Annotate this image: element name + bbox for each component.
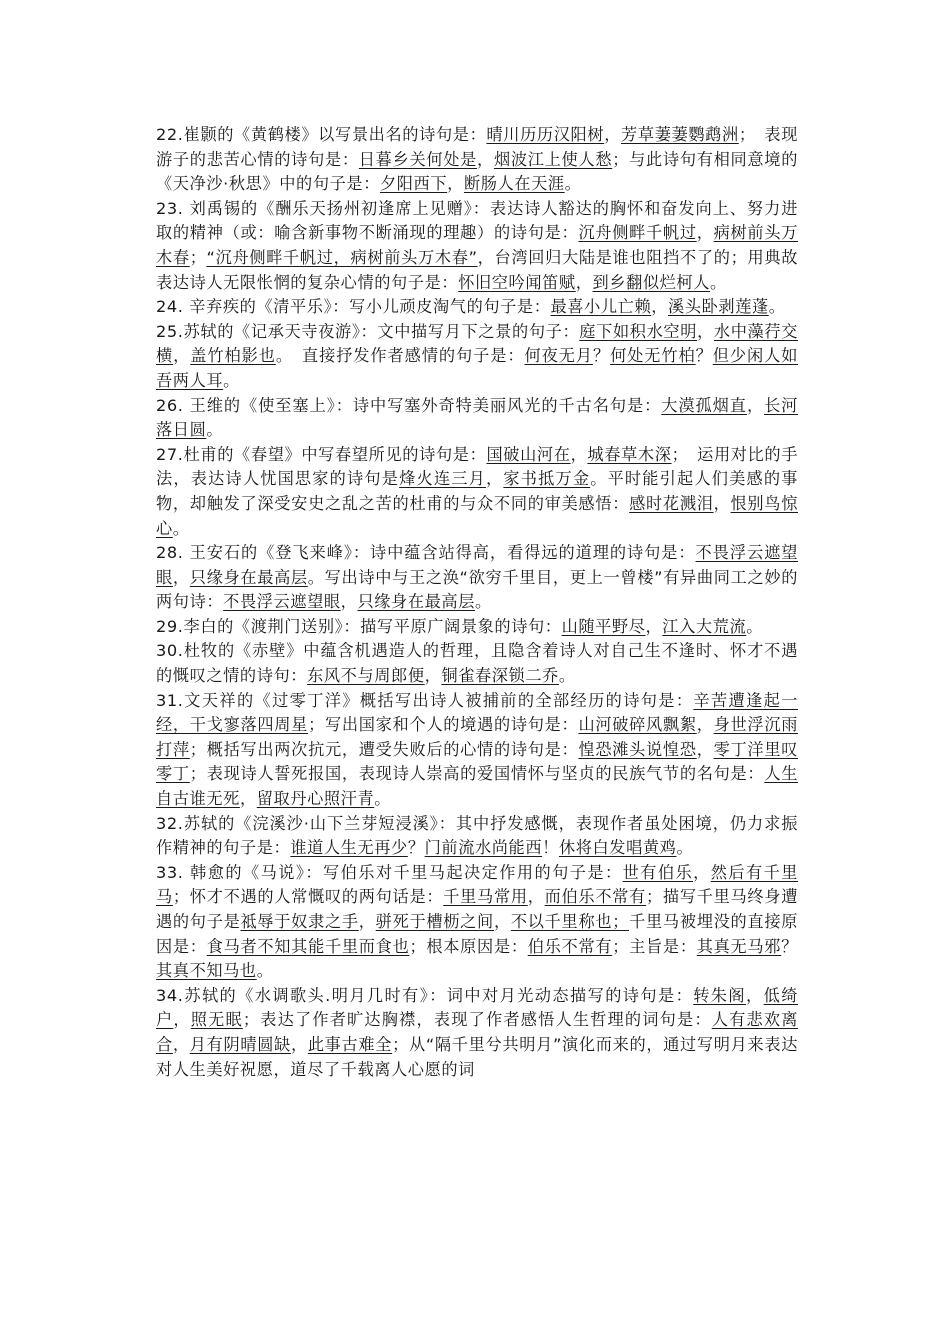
answer-text: 沉舟侧畔千帆过 xyxy=(578,223,697,243)
answer-text: 感时花溅泪 xyxy=(629,493,714,513)
question-text: ， xyxy=(172,1034,190,1054)
question-text: 24. 辛弃疾的《清平乐》：写小儿顽皮淘气的句子是： xyxy=(156,297,551,317)
question-text: ， xyxy=(424,666,442,686)
answer-text: 烟波江上使人愁 xyxy=(493,149,613,169)
question-text: 。 xyxy=(374,789,392,809)
question-text: ；描写千里马终身遭遇的句子是 xyxy=(156,887,798,931)
question-text: ， xyxy=(713,493,731,513)
answer-text: 夕阳西下 xyxy=(379,174,448,194)
question-text: ？ xyxy=(592,346,611,366)
answer-text: 铜雀春深锁二乔 xyxy=(441,666,559,686)
question-text: ， xyxy=(527,887,545,907)
answer-text: 零丁洋里叹零丁 xyxy=(156,739,798,784)
answer-text: 盖竹柏影也 xyxy=(190,346,276,366)
answer-text: 不以千里称也； xyxy=(510,912,630,931)
poem-question-item xyxy=(156,394,798,443)
answer-text: 骈死于槽枥之间 xyxy=(375,912,494,931)
answer-text: 伯乐不常有 xyxy=(527,936,613,956)
question-text: 30.杜牧的《赤壁》中蕴含机遇造人的哲理，且隐含着诗人对自己生不逢时、怀才不遇的慨叹之情的诗句： xyxy=(156,641,798,686)
question-text: 26. 王维的《使至塞上》：诗中写塞外奇特美丽风光的千古名句是： xyxy=(156,395,662,415)
question-text: ，台湾回归大陆是谁也阻挡不了的；用典故表达诗人无限怅惘的复杂心情的句子是： xyxy=(156,247,798,292)
question-text: 。 xyxy=(710,272,727,292)
answer-text: 日暮乡关何处是 xyxy=(358,149,478,169)
question-text: 。写出诗中与王之涣“欲穷千里目，更上一曾楼”有异曲同工之妙的两句诗： xyxy=(156,567,798,612)
answer-text: 江入大荒流 xyxy=(662,616,747,636)
answer-text: 长河落日圆 xyxy=(156,395,798,440)
answer-text: 国破山河在 xyxy=(486,444,571,464)
answer-text: 城春草木深 xyxy=(587,444,672,464)
question-text: 千里马被埋没的直接原因是： xyxy=(156,912,798,956)
question-text: ， xyxy=(290,1034,308,1054)
answer-text: 最喜小儿亡赖 xyxy=(550,297,652,317)
question-text: ；从“隔千里兮共明月”演化而来的，通过写明月来表达对人生美好祝愿，道尽了千载离人心愿的词 xyxy=(156,1034,799,1079)
answer-text: 惶恐滩头说惶恐 xyxy=(578,739,697,759)
question-text: 。 xyxy=(172,518,190,538)
question-text: 23. 刘禹锡的《酬乐天扬州初逢席上见赠》：表达诗人豁达的胸怀和奋发向上、努力进取的精神（或：喻含新事物不断涌现的理趣）的诗句是： xyxy=(156,198,798,243)
question-text: 。 xyxy=(564,174,582,194)
poem-question-item xyxy=(156,295,798,320)
answer-text: 庭下如积水空明 xyxy=(579,321,698,341)
question-text: ， xyxy=(493,912,511,931)
answer-text: 门前流水尚能西 xyxy=(424,838,543,858)
question-text: 。 xyxy=(206,420,224,440)
question-text: 。 xyxy=(223,370,240,390)
question-text: ， xyxy=(645,616,663,636)
question-text: ， xyxy=(477,149,494,169)
answer-text: 人有悲欢离合 xyxy=(156,1010,799,1054)
answer-text: 大漠孤烟直 xyxy=(661,395,747,415)
answer-text: 其真无马邪 xyxy=(696,936,782,956)
question-text: 。 xyxy=(558,666,576,686)
question-text: ， xyxy=(696,739,714,759)
answer-text: 而伯乐不常有 xyxy=(544,887,647,907)
question-text: ； 表现游子的悲苦心情的诗句是： xyxy=(156,125,798,169)
question-text: ， xyxy=(447,174,464,194)
answer-text: 何处无竹柏 xyxy=(610,346,696,366)
answer-text: 但少闲人如吾两人耳 xyxy=(156,346,799,390)
poem-question-item xyxy=(156,689,798,812)
answer-text: 水中藻荇交横 xyxy=(156,321,798,366)
answer-text: 人生自古谁无死 xyxy=(156,764,798,809)
answer-text: 山河破碎风飘絮 xyxy=(578,715,697,735)
question-text: ；怀才不遇的人常慨叹的两句话是： xyxy=(172,887,444,907)
poem-question-item xyxy=(156,615,798,640)
poem-question-item xyxy=(156,541,798,615)
question-text: ；根本原因是： xyxy=(409,936,528,956)
answer-text: 晴川历历汉阳树 xyxy=(486,125,605,144)
question-text: 。 xyxy=(474,592,492,612)
question-text: ；表现诗人誓死报国，表现诗人崇高的爱国情怀与坚贞的民族气节的名句是： xyxy=(189,764,765,784)
answer-text: 千里马常用 xyxy=(443,887,528,907)
question-text: 28. 王安石的《登飞来峰》：诗中蕴含站得高，看得远的道理的诗句是： xyxy=(156,543,696,563)
answer-text: 其真不知马也 xyxy=(156,961,257,981)
question-text: 32.苏轼的《浣溪沙·山下兰芽短浸溪》：其中抒发感慨，表现作者虽处困境，仍力求振作精神的句子是： xyxy=(156,813,798,858)
answer-text: 月有阴晴圆缺 xyxy=(189,1034,291,1054)
question-text: ， xyxy=(697,321,714,341)
answer-text: 食马者不知其能千里而食也 xyxy=(206,936,410,956)
question-text: 。 直接抒发作者感情的句子是： xyxy=(275,346,525,366)
answer-text: 照无眠 xyxy=(190,1010,243,1030)
question-text: ；主旨是： xyxy=(612,936,697,956)
question-text: ；写出国家和个人的境遇的诗句是： xyxy=(308,715,579,735)
question-text: ？ xyxy=(695,346,713,366)
question-text: ， xyxy=(340,592,358,612)
answer-text: 身世浮沉雨打萍 xyxy=(156,715,798,759)
answer-text: 山随平野尽 xyxy=(561,616,646,636)
answer-text: “沉舟侧畔千帆过，病树前头万木春” xyxy=(206,247,478,267)
answer-text: 辛苦遭逢起一经，干戈寥落四周星 xyxy=(156,690,798,735)
question-text: ；与此诗句有相同意境的《天净沙·秋思》中的句子是： xyxy=(156,149,798,194)
question-text: ， xyxy=(358,912,376,931)
question-text: ， xyxy=(651,297,669,317)
question-text: 。 xyxy=(256,961,274,981)
question-text: ； 运用对比的手法，表达诗人忧国思家的诗句是 xyxy=(156,444,799,489)
question-text: ， xyxy=(173,346,191,366)
question-text: ， xyxy=(173,1010,191,1030)
question-text: 。 xyxy=(676,838,694,858)
question-text: ， xyxy=(746,985,764,1005)
answer-text: 然后有千里马 xyxy=(156,862,798,907)
question-text: 22.崔颢的《黄鹤楼》以写景出名的诗句是： xyxy=(156,125,487,144)
question-text: 29.李白的《渡荆门送别》：描写平原广阔景象的诗句： xyxy=(156,616,562,636)
answer-text: 谁道人生无再少 xyxy=(290,838,408,858)
question-text: ；表达了作者旷达胸襟，表现了作者感悟人生哲理的词句是： xyxy=(242,1010,712,1030)
answer-text: 休将白发唱黄鸡 xyxy=(558,838,677,858)
poem-question-item xyxy=(156,861,798,984)
poem-question-item xyxy=(156,320,798,394)
question-text: 34.苏轼的《水调歌头.明月几时有》：词中对月光动态描写的诗句是： xyxy=(156,985,694,1005)
question-text: ； xyxy=(189,247,207,267)
answer-text: 到乡翻似烂柯人 xyxy=(592,272,711,292)
question-text: ， xyxy=(696,715,714,735)
question-text: 27.杜甫的《春望》中写春望所见的诗句是： xyxy=(156,444,487,464)
document-page xyxy=(156,123,798,1082)
answer-text: 溪头卧剥莲蓬 xyxy=(668,297,769,317)
answer-text: 只缘身在最高层 xyxy=(189,567,308,587)
poem-question-item xyxy=(156,123,798,197)
answer-text: 只缘身在最高层 xyxy=(357,592,475,612)
poem-question-item xyxy=(156,197,798,295)
question-text: ， xyxy=(239,789,257,809)
answer-text: 怀旧空吟闻笛赋 xyxy=(458,272,576,292)
answer-text: 转朱阁 xyxy=(693,985,746,1005)
answer-text: 祗辱于奴隶之手 xyxy=(240,912,359,931)
answer-text: 断肠人在天涯 xyxy=(463,174,565,194)
answer-text: 此事古难全 xyxy=(307,1034,393,1054)
question-text: 25.苏轼的《记承天寺夜游》：文中描写月下之景的句子： xyxy=(156,321,580,341)
question-text: ， xyxy=(696,223,714,243)
poem-question-item xyxy=(156,984,798,1082)
answer-text: 芳草萋萋鹦鹉洲 xyxy=(621,125,739,144)
answer-text: 世有伯乐 xyxy=(622,862,694,882)
answer-text: 恨别鸟惊心 xyxy=(156,493,798,538)
answer-text: 不畏浮云遮望眼 xyxy=(156,543,799,587)
question-text: ！ xyxy=(542,838,559,858)
answer-text: 不畏浮云遮望眼 xyxy=(223,592,341,612)
question-text: ， xyxy=(604,125,622,144)
poem-question-item xyxy=(156,443,798,541)
question-text: 33. 韩愈的《马说》：写伯乐对千里马起决定作用的句子是： xyxy=(156,862,623,882)
answer-text: 家书抵万金 xyxy=(503,469,591,489)
question-text: ， xyxy=(575,272,593,292)
question-text: 。 xyxy=(746,616,764,636)
answer-text: 低绮户 xyxy=(156,985,798,1030)
question-text: ， xyxy=(693,862,711,882)
answer-text: 东风不与周郎便 xyxy=(307,666,425,686)
question-text: ？ xyxy=(781,936,798,956)
question-text: ；概括写出两次抗元，遭受失败后的心情的诗句是： xyxy=(189,739,579,759)
question-text: ， xyxy=(570,444,588,464)
question-text: 31.文天祥的《过零丁洋》概括写出诗人被捕前的全部经历的诗句是： xyxy=(156,690,694,710)
question-text: ， xyxy=(746,395,765,415)
question-text: 。平时能引起人们美感的事物，却触发了深受安史之乱之苦的杜甫的与众不同的审美感悟： xyxy=(156,469,799,513)
answer-text: 烽火连三月 xyxy=(399,469,486,489)
question-text: ？ xyxy=(407,838,425,858)
question-text: 。 xyxy=(768,297,786,317)
question-text: ， xyxy=(485,469,504,489)
answer-text: 何夜无月 xyxy=(524,346,593,366)
answer-text: 留取丹心照汗青 xyxy=(256,789,375,809)
answer-text: 病树前头万木春 xyxy=(156,223,799,267)
question-text: ， xyxy=(172,567,190,587)
poem-question-item xyxy=(156,812,798,861)
poem-question-item xyxy=(156,639,798,688)
